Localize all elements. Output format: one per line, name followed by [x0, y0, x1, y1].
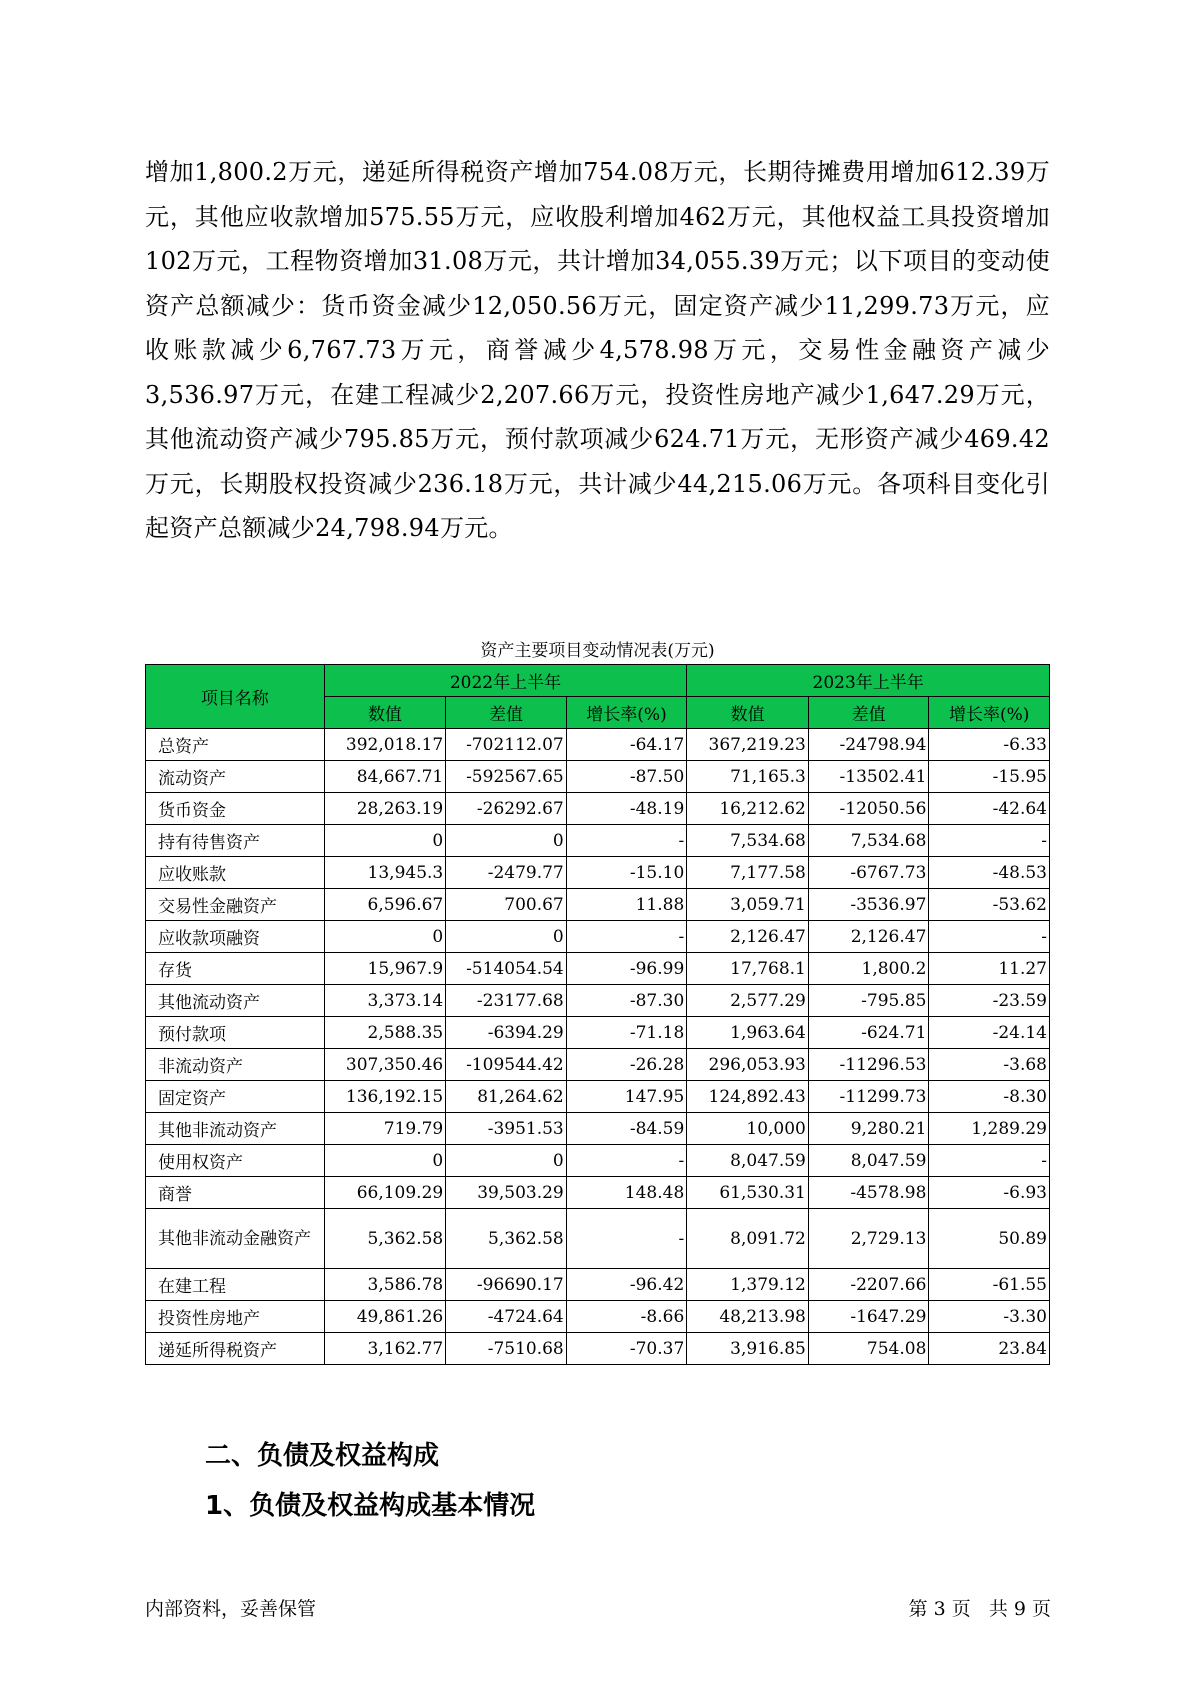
table-row	[146, 921, 1050, 953]
cell-value-2023: 2,577.29	[687, 985, 809, 1017]
cell-diff-2023: -11296.53	[808, 1049, 929, 1081]
cell-value-2023: 124,892.43	[687, 1081, 809, 1113]
cell-value-2023: 17,768.1	[687, 953, 809, 985]
row-item-name: 应收账款	[146, 857, 325, 889]
cell-value-2022: 719.79	[324, 1113, 446, 1145]
table-row	[146, 1269, 1050, 1301]
cell-rate-2023: 1,289.29	[929, 1113, 1050, 1145]
header-period-2022: 2022年上半年	[324, 665, 687, 697]
cell-diff-2023: -11299.73	[808, 1081, 929, 1113]
header-item-name: 项目名称	[146, 665, 325, 729]
table-row	[146, 1301, 1050, 1333]
cell-diff-2023: -13502.41	[808, 761, 929, 793]
cell-diff-2022: 0	[446, 825, 567, 857]
row-item-name: 应收款项融资	[146, 921, 325, 953]
cell-rate-2023: -24.14	[929, 1017, 1050, 1049]
cell-value-2023: 61,530.31	[687, 1177, 809, 1209]
cell-diff-2023: 8,047.59	[808, 1145, 929, 1177]
cell-diff-2022: -702112.07	[446, 729, 567, 761]
cell-diff-2022: 81,264.62	[446, 1081, 567, 1113]
cell-value-2023: 1,963.64	[687, 1017, 809, 1049]
subsection-heading: 1、负债及权益构成基本情况	[205, 1491, 536, 1521]
cell-rate-2022: -70.37	[566, 1333, 687, 1365]
header-period-2023: 2023年上半年	[687, 665, 1050, 697]
header-rate-2022: 增长率(%)	[566, 697, 687, 729]
cell-diff-2022: 700.67	[446, 889, 567, 921]
cell-diff-2023: 9,280.21	[808, 1113, 929, 1145]
header-rate-2023: 增长率(%)	[929, 697, 1050, 729]
cell-value-2023: 7,534.68	[687, 825, 809, 857]
row-item-name: 非流动资产	[146, 1049, 325, 1081]
table-row	[146, 825, 1050, 857]
cell-value-2022: 28,263.19	[324, 793, 446, 825]
cell-value-2022: 49,861.26	[324, 1301, 446, 1333]
cell-value-2022: 392,018.17	[324, 729, 446, 761]
table-row	[146, 953, 1050, 985]
cell-value-2022: 13,945.3	[324, 857, 446, 889]
table-row	[146, 1017, 1050, 1049]
cell-value-2022: 0	[324, 825, 446, 857]
cell-value-2022: 15,967.9	[324, 953, 446, 985]
table-row	[146, 1209, 1050, 1269]
cell-diff-2022: -2479.77	[446, 857, 567, 889]
header-value-2022: 数值	[324, 697, 446, 729]
row-item-name: 其他非流动资产	[146, 1113, 325, 1145]
cell-value-2022: 84,667.71	[324, 761, 446, 793]
asset-change-table	[145, 664, 1050, 1365]
row-item-name: 其他非流动金融资产	[146, 1209, 325, 1269]
table-caption: 资产主要项目变动情况表(万元)	[480, 641, 715, 661]
cell-diff-2022: -23177.68	[446, 985, 567, 1017]
cell-rate-2022: -	[566, 1209, 687, 1269]
cell-rate-2022: -87.50	[566, 761, 687, 793]
cell-diff-2022: 5,362.58	[446, 1209, 567, 1269]
cell-rate-2023: 11.27	[929, 953, 1050, 985]
table-row	[146, 793, 1050, 825]
cell-rate-2022: -96.42	[566, 1269, 687, 1301]
row-item-name: 固定资产	[146, 1081, 325, 1113]
table-row	[146, 1145, 1050, 1177]
cell-diff-2023: 754.08	[808, 1333, 929, 1365]
cell-value-2022: 5,362.58	[324, 1209, 446, 1269]
cell-diff-2023: -3536.97	[808, 889, 929, 921]
cell-value-2023: 8,091.72	[687, 1209, 809, 1269]
row-item-name: 存货	[146, 953, 325, 985]
cell-rate-2022: -15.10	[566, 857, 687, 889]
row-item-name: 其他流动资产	[146, 985, 325, 1017]
cell-rate-2022: -96.99	[566, 953, 687, 985]
cell-rate-2022: -64.17	[566, 729, 687, 761]
section-heading: 二、负债及权益构成	[205, 1441, 440, 1471]
header-diff-2022: 差值	[446, 697, 567, 729]
cell-rate-2023: 50.89	[929, 1209, 1050, 1269]
cell-rate-2023: -	[929, 825, 1050, 857]
cell-rate-2023: -23.59	[929, 985, 1050, 1017]
row-item-name: 持有待售资产	[146, 825, 325, 857]
cell-diff-2023: 2,126.47	[808, 921, 929, 953]
cell-rate-2022: -	[566, 921, 687, 953]
cell-rate-2023: -15.95	[929, 761, 1050, 793]
cell-rate-2023: -8.30	[929, 1081, 1050, 1113]
cell-value-2023: 296,053.93	[687, 1049, 809, 1081]
header-diff-2023: 差值	[808, 697, 929, 729]
cell-diff-2022: -592567.65	[446, 761, 567, 793]
cell-diff-2023: 1,800.2	[808, 953, 929, 985]
cell-rate-2022: 11.88	[566, 889, 687, 921]
cell-rate-2023: -6.93	[929, 1177, 1050, 1209]
header-value-2023: 数值	[687, 697, 809, 729]
cell-diff-2023: 2,729.13	[808, 1209, 929, 1269]
cell-value-2023: 1,379.12	[687, 1269, 809, 1301]
cell-rate-2023: -	[929, 921, 1050, 953]
cell-rate-2022: -84.59	[566, 1113, 687, 1145]
cell-value-2023: 7,177.58	[687, 857, 809, 889]
row-item-name: 递延所得税资产	[146, 1333, 325, 1365]
cell-value-2023: 367,219.23	[687, 729, 809, 761]
cell-value-2023: 71,165.3	[687, 761, 809, 793]
cell-diff-2022: -96690.17	[446, 1269, 567, 1301]
table-row	[146, 1081, 1050, 1113]
cell-value-2023: 3,059.71	[687, 889, 809, 921]
cell-diff-2022: -514054.54	[446, 953, 567, 985]
table-row	[146, 729, 1050, 761]
cell-diff-2022: -7510.68	[446, 1333, 567, 1365]
cell-rate-2023: -	[929, 1145, 1050, 1177]
cell-diff-2022: -4724.64	[446, 1301, 567, 1333]
cell-rate-2023: -3.68	[929, 1049, 1050, 1081]
cell-value-2022: 6,596.67	[324, 889, 446, 921]
cell-rate-2023: -42.64	[929, 793, 1050, 825]
row-item-name: 流动资产	[146, 761, 325, 793]
cell-rate-2022: -87.30	[566, 985, 687, 1017]
cell-value-2022: 2,588.35	[324, 1017, 446, 1049]
table-row	[146, 985, 1050, 1017]
cell-value-2023: 8,047.59	[687, 1145, 809, 1177]
cell-value-2022: 3,162.77	[324, 1333, 446, 1365]
body-paragraph: 增加1,800.2万元，递延所得税资产增加754.08万元，长期待摊费用增加612.39万元，其他应收款增加575.55万元，应收股利增加462万元，其他权益工具投资增加102万元，工程物资增加31.08万元，共计增加34,055.39万元；以下项目的变动使资产总额减少：货币资金减少12,050.56万元，固定资产减少11,299.73万元，应收账款减少6,767.73万元，商誉减少4,578.98万元，交易性金融资产减少3,536.97万元，在建工程减少2,207.66万元，投资性房地产减少1,647.29万元，其他流动资产减少795.85万元，预付款项减少624.71万元，无形资产减少469.42万元，长期股权投资减少236.18万元，共计减少44,215.06万元。各项科目变化引起资产总额减少24,798.94万元。	[145, 158, 1050, 542]
cell-diff-2022: 0	[446, 1145, 567, 1177]
table-row	[146, 1113, 1050, 1145]
cell-diff-2023: -795.85	[808, 985, 929, 1017]
table-row	[146, 1177, 1050, 1209]
table-body	[146, 729, 1050, 1365]
cell-value-2023: 10,000	[687, 1113, 809, 1145]
cell-rate-2022: -26.28	[566, 1049, 687, 1081]
table-row	[146, 889, 1050, 921]
cell-value-2022: 0	[324, 921, 446, 953]
cell-rate-2023: -53.62	[929, 889, 1050, 921]
cell-rate-2022: 148.48	[566, 1177, 687, 1209]
cell-value-2023: 3,916.85	[687, 1333, 809, 1365]
cell-diff-2022: -3951.53	[446, 1113, 567, 1145]
cell-rate-2022: 147.95	[566, 1081, 687, 1113]
cell-diff-2023: -4578.98	[808, 1177, 929, 1209]
table-row	[146, 761, 1050, 793]
cell-value-2022: 66,109.29	[324, 1177, 446, 1209]
cell-diff-2023: -624.71	[808, 1017, 929, 1049]
cell-rate-2022: -	[566, 1145, 687, 1177]
cell-diff-2023: 7,534.68	[808, 825, 929, 857]
cell-rate-2023: -61.55	[929, 1269, 1050, 1301]
cell-value-2023: 16,212.62	[687, 793, 809, 825]
table-row	[146, 1049, 1050, 1081]
cell-diff-2023: -2207.66	[808, 1269, 929, 1301]
cell-rate-2023: -48.53	[929, 857, 1050, 889]
cell-rate-2023: 23.84	[929, 1333, 1050, 1365]
cell-diff-2022: -6394.29	[446, 1017, 567, 1049]
table-row	[146, 857, 1050, 889]
row-item-name: 使用权资产	[146, 1145, 325, 1177]
cell-value-2022: 136,192.15	[324, 1081, 446, 1113]
row-item-name: 货币资金	[146, 793, 325, 825]
cell-value-2022: 3,373.14	[324, 985, 446, 1017]
cell-diff-2022: -26292.67	[446, 793, 567, 825]
cell-value-2022: 3,586.78	[324, 1269, 446, 1301]
cell-value-2022: 0	[324, 1145, 446, 1177]
cell-rate-2023: -3.30	[929, 1301, 1050, 1333]
cell-diff-2023: -6767.73	[808, 857, 929, 889]
cell-diff-2022: -109544.42	[446, 1049, 567, 1081]
row-item-name: 总资产	[146, 729, 325, 761]
cell-rate-2022: -	[566, 825, 687, 857]
cell-diff-2023: -1647.29	[808, 1301, 929, 1333]
cell-value-2022: 307,350.46	[324, 1049, 446, 1081]
row-item-name: 预付款项	[146, 1017, 325, 1049]
row-item-name: 商誉	[146, 1177, 325, 1209]
cell-rate-2023: -6.33	[929, 729, 1050, 761]
cell-diff-2023: -12050.56	[808, 793, 929, 825]
cell-rate-2022: -8.66	[566, 1301, 687, 1333]
row-item-name: 在建工程	[146, 1269, 325, 1301]
footer-page-number: 第 3 页 共 9 页	[908, 1598, 1051, 1620]
row-item-name: 交易性金融资产	[146, 889, 325, 921]
cell-diff-2023: -24798.94	[808, 729, 929, 761]
cell-diff-2022: 39,503.29	[446, 1177, 567, 1209]
row-item-name: 投资性房地产	[146, 1301, 325, 1333]
cell-rate-2022: -71.18	[566, 1017, 687, 1049]
table-row	[146, 1333, 1050, 1365]
cell-diff-2022: 0	[446, 921, 567, 953]
footer-confidential-note: 内部资料，妥善保管	[145, 1598, 317, 1620]
cell-value-2023: 48,213.98	[687, 1301, 809, 1333]
cell-rate-2022: -48.19	[566, 793, 687, 825]
cell-value-2023: 2,126.47	[687, 921, 809, 953]
